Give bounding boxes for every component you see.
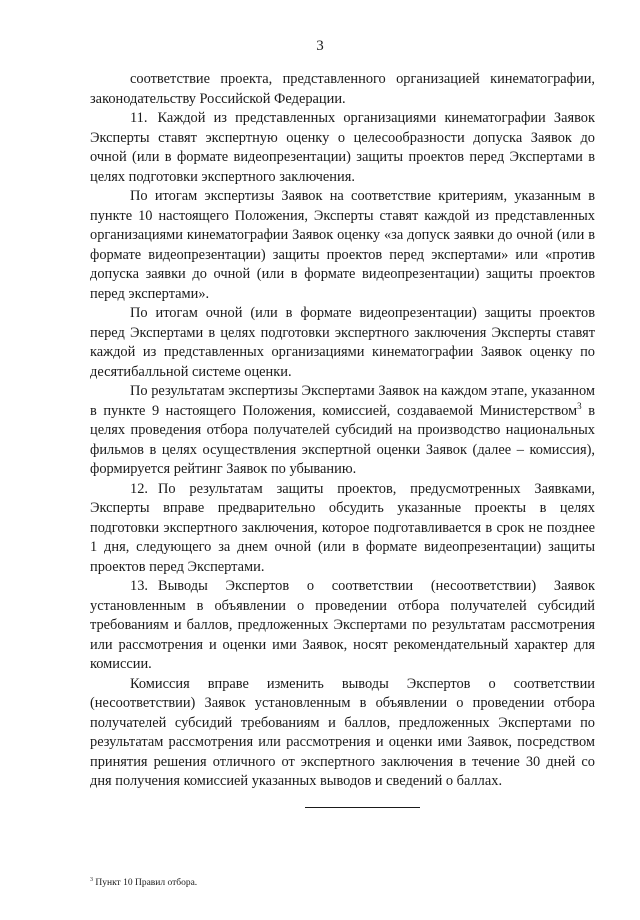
footnote-text: Пункт 10 Правил отбора.	[93, 878, 198, 888]
paragraph-text: Выводы Экспертов о соответствии (несоответствии) Заявок установленным в объявлении о проведении отбора получателей субсидий требованиям и баллов, предложенных Экспертами по результатам рассмотрения или рассмотрения и оценки ими Заявок, носят рекомендательный характер для комиссии.	[90, 578, 595, 672]
page-number: 3	[316, 38, 324, 54]
footnote-mark: 3	[90, 876, 93, 883]
document-body	[90, 70, 595, 792]
clause-number: 11.	[130, 110, 148, 126]
paragraph-text: соответствие проекта, представленного организацией кинематографии, законодательству Российской Федерации.	[90, 71, 595, 107]
footnote	[90, 878, 197, 888]
paragraph-text: По результатам экспертизы Экспертами Заявок на каждом этапе, указанном в пункте 9 настоящего Положения, комиссией, создаваемой Министерством	[90, 383, 595, 419]
footnote-reference: 3	[577, 400, 582, 411]
paragraph-text: По результатам защиты проектов, предусмотренных Заявками, Эксперты вправе предварительно обсудить указанные проекты в целях подготовки экспертного заключения, которое подготавливается в срок не позднее 1 дня, следующего за днем очной (или в формате видеопрезентации) защиты проектов перед Экспертами.	[90, 480, 595, 575]
paragraph-text: По итогам экспертизы Заявок на соответствие критериям, указанным в пункте 10 настоящего Положения, Эксперты ставят каждой из представленных организациями кинематографии Заявок оценку «за допуск заявки до очной (или в формате видеопрезентации) защиты проектов перед экспертами» или «против допуска заявки до очной (или в формате видеопрезентации) защиты проектов перед экспертами».	[90, 188, 595, 302]
paragraph-11	[90, 109, 595, 187]
paragraph-text: в целях проведения отбора получателей субсидий на производство национальных фильмов в целях осуществления экспертной оценки Заявок (далее – комиссия), формируется рейтинг Заявок по убыванию.	[90, 402, 595, 477]
clause-number: 12.	[130, 480, 148, 497]
end-divider	[305, 807, 420, 808]
paragraph-rating	[90, 382, 595, 480]
paragraph-12	[90, 480, 595, 578]
clause-number: 13.	[130, 578, 148, 594]
paragraph-text: Каждой из представленных организациями кинематографии Заявок Эксперты ставят экспертную оценку о целесообразности допуска Заявок до очной (или в формате видеопрезентации) защиты проектов перед Экспертами в целях подготовки экспертного заключения.	[90, 110, 595, 185]
paragraph-text: Комиссия вправе изменить выводы Экспертов о соответствии (несоответствии) Заявок установленным в объявлении о проведении отбора получателей субсидий требованиям и баллов, предложенных Экспертами по результатам рассмотрения или рассмотрения и оценки ими Заявок, посредством принятия решения отличного от экспертного заключения в течение 30 дней со дня получения комиссией указанных выводов и сведений о баллах.	[90, 675, 595, 789]
paragraph-text: По итогам очной (или в формате видеопрезентации) защиты проектов перед Экспертами в целях подготовки экспертного заключения Эксперты ставят каждой из представленных организациями кинематографии Заявок оценку по десятибалльной системе оценки.	[90, 305, 595, 380]
paragraph-commission	[90, 675, 595, 792]
paragraph-13	[90, 577, 595, 675]
paragraph-continuation	[90, 70, 595, 109]
paragraph-defense-results	[90, 304, 595, 382]
paragraph-expertise-criteria	[90, 187, 595, 304]
